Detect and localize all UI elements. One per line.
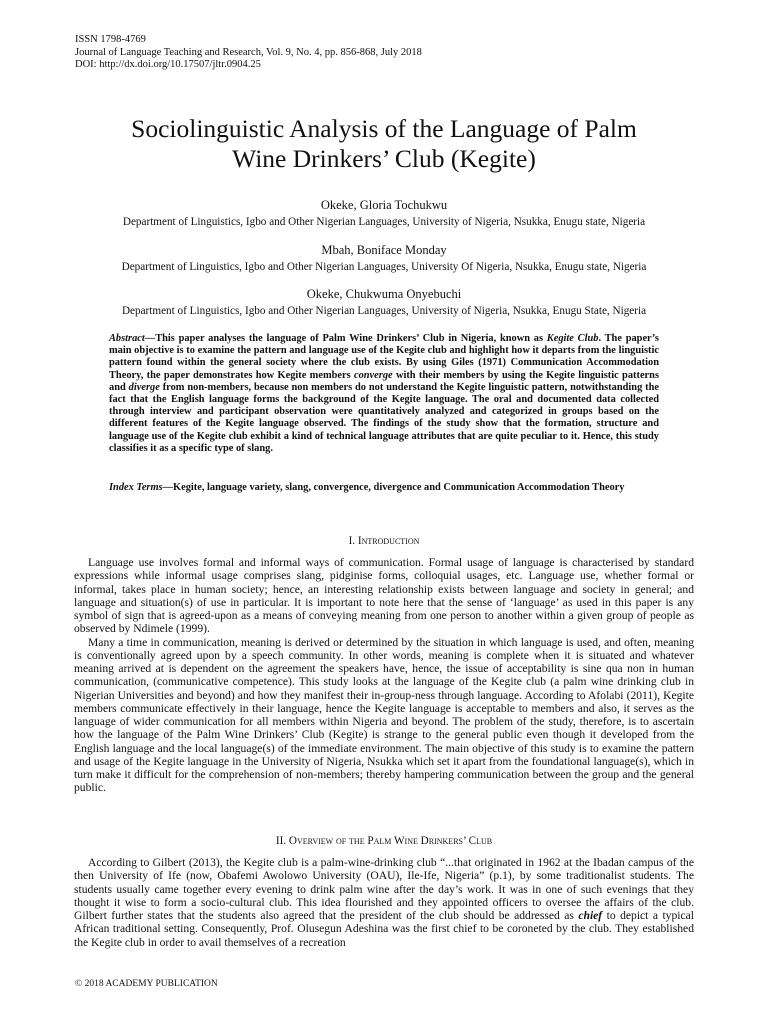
section-numeral: II. [275,835,289,847]
section-title: Overview of the Palm Wine Drinkers’ Club [288,835,493,847]
section-title: Introduction [357,535,420,547]
author-block-1 [60,198,708,229]
issn: ISSN 1798-4769 [75,34,146,45]
abstract-text: —This paper analyses the language of Palm Wine Drinkers’ Club in Nigeria, known as [144,333,547,344]
overview-body [74,856,694,949]
author-block-3 [60,287,708,318]
index-terms-text: —Kegite, language variety, slang, convergence, divergence and Communication Accommodation Theory [162,482,625,493]
emphasis-chief: chief [578,909,603,922]
footer-copyright: © 2018 ACADEMY PUBLICATION [75,979,218,989]
abstract-emphasis: Kegite Club [546,333,599,344]
author-block-2 [60,243,708,274]
index-terms [109,482,659,494]
author-affiliation: Department of Linguistics, Igbo and Other Nigerian Languages, University of Nigeria, Nsukka, Enugu state, Nigeria [122,216,646,228]
section-heading-overview [60,834,708,848]
paragraph-text: According to Gilbert (2013), the Kegite club is a palm-wine-drinking club “...that originated in 1962 at the Ibadan campus of the then University of Ife (now, Obafemi Awolowo University (OAU), Ile-Ife, Nigeria” (p.1), by some traditionalist students. The students usually came together every evening to drink palm wine after the day’s work. It was in one of such evenings that they thought it wise to form a socio-cultural club. This idea flourished and they appointed officers to oversee the affairs of the club. Gilbert further states that the students also agreed that the president of the club should be addressed as [74,856,694,922]
author-name: Mbah, Boniface Monday [321,243,447,257]
doi: DOI: http://dx.doi.org/10.17507/jltr.0904.25 [75,59,261,70]
author-name: Okeke, Gloria Tochukwu [320,198,448,212]
journal-header [75,34,422,72]
introduction-body [74,556,694,795]
abstract-emphasis: converge [353,369,393,381]
paper-title-line-1: Sociolinguistic Analysis of the Language of Palm [131,114,637,143]
author-affiliation: Department of Linguistics, Igbo and Other Nigerian Languages, University Of Nigeria, Nsukka, Enugu state, Nigeria [121,261,647,273]
author-name: Okeke, Chukwuma Onyebuchi [306,287,462,301]
index-terms-label: Index Terms [109,482,163,493]
abstract-text: with their members by using the Kegite linguistic patterns and [109,369,659,393]
paragraph [74,856,694,949]
author-affiliation: Department of Linguistics, Igbo and Other Nigerian Languages, University of Nigeria, Nsukka, Enugu State, Nigeria [121,305,647,317]
paper-title-line-2: Wine Drinkers’ Club (Kegite) [232,144,536,173]
paragraph: Language use involves formal and informal ways of communication. Formal usage of language is characterised by standard expressions while informal usage comprises slang, pidginise forms, colloquial usages, etc. Language use, whether formal or informal, takes place in human society; hence, an interesting relationship exists between language and society in general; and language and situation(s) of use in particular. It is important to note here that the sense of ‘language’ as used in this paper is any symbol of sign that is agreed-upon as a means of conveying meaning from one person to another within a given group of people as observed by Ndimele (1999). [74,556,694,636]
paragraph: Many a time in communication, meaning is derived or determined by the situation in which language is used, and often, meaning is conventionally agreed upon by a speech community. In other words, meaning is complete when it is situated and whatever meaning arrived at is dependent on the agreement the speakers have, hence, the issue of acceptability is sine qua non in human communication, (communicative competence). This study looks at the language of the Kegite club (a palm wine drinking club in Nigerian Universities and beyond) and how they manifest their in-group-ness through language. According to Afolabi (2011), Kegite members communicate effectively in their language, hence the Kegite language is acceptable to members and also, it serves as the language of wider communication for all members within Nigeria and beyond. The problem of the study, therefore, is to ascertain how the language of the Palm Wine Drinkers’ Club (Kegite) is strange to the general public even though it developed from the English language and the local language(s) of the immediate environment. The main objective of this study is to examine the pattern and usage of the Kegite language in the University of Nigeria, Nsukka which set it apart from the foundational language(s), which in turn make it difficult for the comprehension of non-members; thereby hampering communication between the group and the general public. [74,635,694,795]
paragraph-text: to depict a typical African traditional setting. Consequently, Prof. Olusegun Adeshina was the first chief to be coroneted by the club. They established the Kegite club in order to avail themselves of a recreation [74,909,694,949]
abstract-text: . The paper’s main objective is to examine the pattern and language use of the Kegite club and highlight how it departs from the linguistic pattern found within the general society where the club exists. By using Giles (1971) Communication Accommodation Theory, the paper demonstrates how Kegite members [109,333,659,381]
abstract-label: Abstract [109,333,145,344]
paper-title [60,114,708,174]
abstract-text: from non-members, because non members do not understand the Kegite linguistic pattern, notwithstanding the fact that the English language forms the background of the Kegite language. The oral and documented data collected through interview and participant observation were quantitatively analyzed and categorized in groups based on the different features of the Kegite language observed. The findings of the study show that the formation, structure and language use of the Kegite club exhibit a kind of technical language attributes that are quite peculiar to it. Hence, this study classifies it as a specific type of slang. [109,381,659,454]
abstract-emphasis: diverge [128,381,160,393]
section-numeral: I. [348,535,358,547]
abstract [109,333,659,455]
section-heading-introduction [60,534,708,548]
journal-citation: Journal of Language Teaching and Research, Vol. 9, No. 4, pp. 856-868, July 2018 [75,46,422,58]
